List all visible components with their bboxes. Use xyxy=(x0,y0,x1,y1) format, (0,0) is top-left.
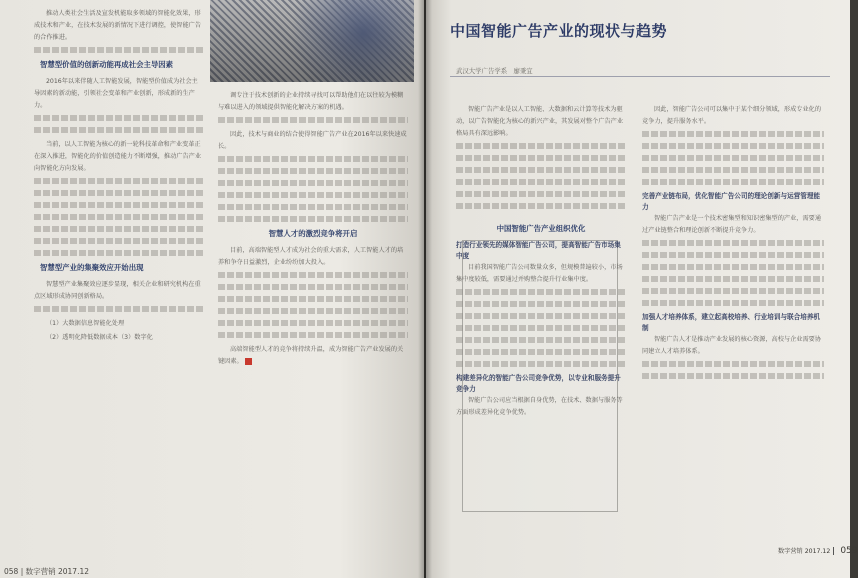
left-column-2 xyxy=(218,90,408,370)
article-photo xyxy=(210,0,414,82)
subheading: 加强人才培养体系，建立起高校培养、行业培训与联合培养机制 xyxy=(642,313,821,332)
article-title: 中国智能广告产业的现状与趋势 xyxy=(450,22,668,40)
right-page xyxy=(426,0,858,578)
book-gutter xyxy=(418,0,432,578)
page-number: 059 xyxy=(840,546,858,556)
end-mark-icon xyxy=(245,358,252,365)
section-heading: 中国智能广告产业组织优化 xyxy=(496,224,586,233)
section-heading: 智慧型产业的集聚效应开始出现 xyxy=(40,263,144,272)
list-item: （2）透明化降低数据成本（3）数字化 xyxy=(46,334,153,341)
subheading: 打造行业领先的媒体智能广告公司，提高智能广告市场集中度 xyxy=(456,241,621,260)
subheading: 完善产业链布局，优化智能广告公司的理论创新与运营管理能力 xyxy=(642,192,821,211)
right-column-1 xyxy=(456,104,626,421)
paragraph: 目前，高端智能型人才成为社会的重大需求，人工智能人才的培养和争夺日益激烈，企业纷纷加大投入。 xyxy=(218,247,404,266)
left-page xyxy=(0,0,424,578)
paragraph: 2016年以来伴随人工智能发展，智能型价值成为社会主导因素的新动能，引领社会变革和产业创新，形成新的生产力。 xyxy=(34,78,198,109)
left-column-1 xyxy=(34,8,204,346)
paragraph: 目前我国智能广告公司数量众多，但规模普遍较小，市场集中度较低，需要通过并购整合提升行业集中度。 xyxy=(456,264,623,283)
paragraph: 智能广告产业是一个技术密集型和知识密集型的产业，需要通过产业链整合和理论创新不断提升竞争力。 xyxy=(642,215,822,234)
paragraph: 因此，技术与商业的结合使得智能广告产业在2016年以来快速成长。 xyxy=(218,131,407,150)
paragraph: 智能广告人才是推动产业发展的核心资源，高校与企业需要协同建立人才培养体系。 xyxy=(642,336,822,355)
paragraph: 高端智能型人才的竞争将持续升温，成为智能广告产业发展的关键因素。 xyxy=(218,346,404,365)
paragraph: 智慧型产业集聚效应逐步显现，相关企业和研究机构在重点区域形成协同创新格局。 xyxy=(34,281,201,300)
subheading: 构建差异化的智能广告公司竞争优势，以专业和服务提升竞争力 xyxy=(456,374,621,393)
footer-label: 数字营销 2017.12 xyxy=(778,548,831,555)
paragraph: 智能广告公司应当根据自身优势，在技术、数据与服务等方面形成差异化竞争优势。 xyxy=(456,397,623,416)
section-heading: 智慧人才的激烈竞争将开启 xyxy=(268,229,358,238)
list-item: （1）大数据信息智能化处理 xyxy=(46,320,125,327)
title-divider xyxy=(450,76,830,77)
paragraph: 智能广告产业是以人工智能、大数据和云计算等技术为驱动，以广告智能化为核心的新兴产业，其发展对整个广告产业格局具有深远影响。 xyxy=(456,106,624,137)
section-heading: 智慧型价值的创新动能再成社会主导因素 xyxy=(40,60,174,69)
paragraph: 调专注于技术创新的企业持续寻找可以帮助他们在以往较为模糊与难以进入的领域提供智能化解决方案的机遇。 xyxy=(218,92,404,111)
author-byline: 武汉大学广告学系 廖秉宜 xyxy=(456,67,533,75)
paragraph: 推动人类社会生活及宣发机能取多领域的智能化效果，形成技术和产业，在技术发展的新情况下进行调控，使智能广告的合作推进。 xyxy=(34,10,202,41)
right-page-footer xyxy=(778,546,858,556)
paragraph: 当前，以人工智能为核心的新一轮科技革命和产业变革正在深入推进，智能化的价值创造能力不断增强，推动广告产业向智能化方向发展。 xyxy=(34,141,202,172)
left-page-footer: 058 | 数字营销 2017.12 xyxy=(4,567,90,576)
right-column-2 xyxy=(642,104,824,385)
paragraph: 因此，智能广告公司可以集中于某个细分领域，形成专业化的竞争力，提升服务水平。 xyxy=(642,106,822,125)
